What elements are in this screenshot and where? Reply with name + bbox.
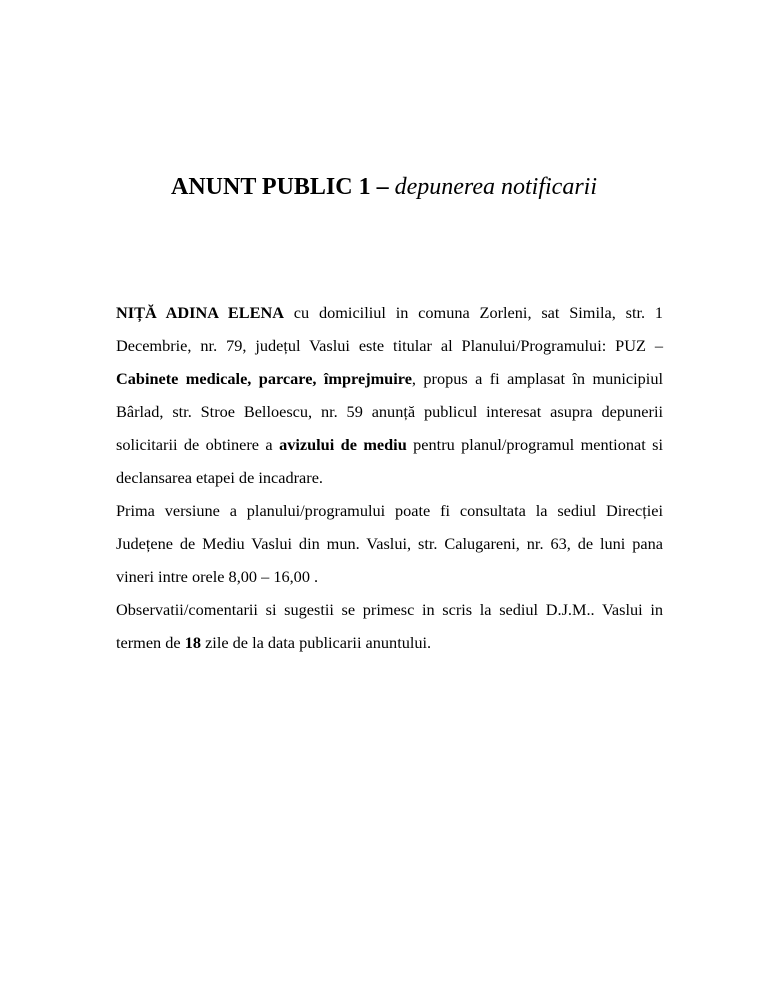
paragraph-comments: [116, 593, 663, 659]
paragraph-consultation: Prima versiune a planului/programului poate fi consultata la sediul Direcției Județene de Mediu Vaslui din mun. Vaslui, str. Calugareni, nr. 63, de luni pana vineri intre orele 8,00 – 16,00 .: [116, 501, 663, 586]
titular-name: NIȚĂ ADINA ELENA: [116, 303, 284, 322]
plan-name: Cabinete medicale, parcare, împrejmuire: [116, 369, 412, 388]
paragraph1-text2: , propus a fi amplasat în municipiul Bârlad, str. Stroe Belloescu, nr. 59 anunță publicul interesat asupra depunerii solicitarii de obtinere a: [116, 369, 663, 454]
title-italic: depunerea notificarii: [388, 174, 597, 200]
paragraph3-text2: zile de la data publicarii anuntului.: [201, 633, 432, 652]
paragraph-titular: [116, 296, 663, 494]
paragraph1-text1: cu domiciliul in comuna Zorleni, sat Simila, str. 1 Decembrie, nr. 79, județul Vaslui este titular al Planului/Programului: PUZ –: [116, 303, 664, 355]
announcement-body: [116, 296, 663, 659]
paragraph3-text1: Observatii/comentarii si sugestii se primesc in scris la sediul D.J.M.. Vaslui in termen de: [116, 600, 663, 652]
days-count: 18: [184, 633, 201, 652]
paragraph1-text3: pentru planul/programul mentionat si declansarea etapei de incadrare.: [116, 435, 663, 487]
title-bold: ANUNT PUBLIC 1 –: [171, 174, 389, 200]
aviz-label: avizului de mediu: [279, 435, 407, 454]
page-title: [0, 171, 768, 203]
